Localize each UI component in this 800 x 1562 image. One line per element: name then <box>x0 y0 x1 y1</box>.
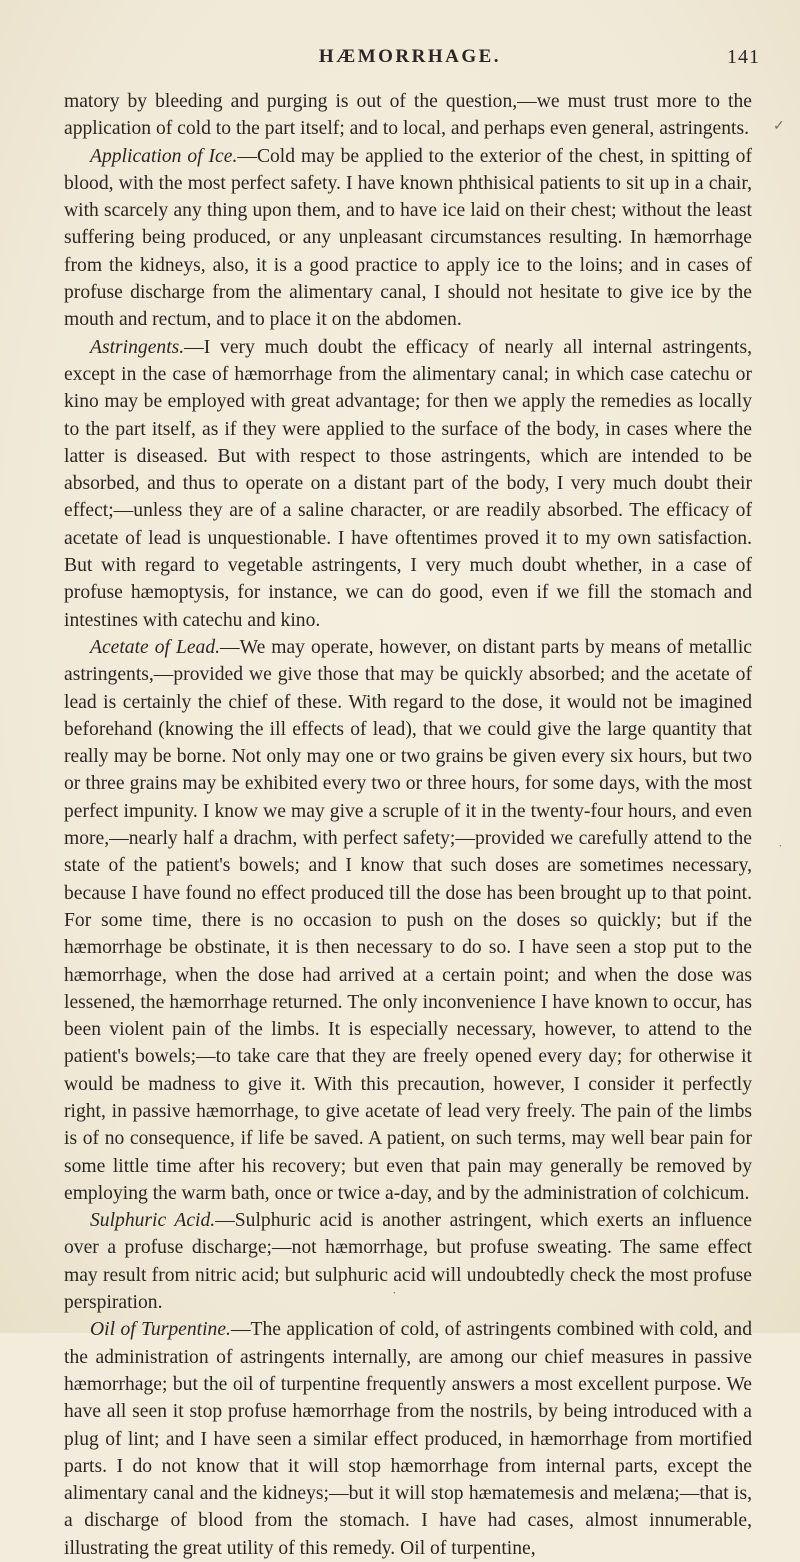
paragraph-text: —Sulphuric acid is another astringent, which exerts an influence over a profuse discharge;—not hæmorrhage, but profuse sweating. The same effect may result from nitric acid; but sulphuric acid will undoubtedly check the most profuse perspiration. <box>64 1210 752 1314</box>
section-heading: Astringents. <box>90 336 185 358</box>
section-heading: Application of Ice. <box>90 145 238 167</box>
paragraph-acetate-of-lead <box>64 634 752 1207</box>
paragraph-text: —We may operate, however, on distant parts by means of metallic astringents,—provided we give those that may be quickly absorbed; and the acetate of lead is certainly the chief of these. With regard to the dose, it would not be imagined beforehand (knowing the ill effects of lead), that we could give the large quantity that really may be borne. Not only may one or two grains be given every six hours, but two or three grains may be exhibited every two or three hours, for some days, with the most perfect impunity. I know we may give a scruple of it in the twenty-four hours, and even more,—nearly half a drachm, with perfect safety;—provided we carefully attend to the state of the patient's bowels; and I know that such doses are sometimes necessary, because I have found no effect produced till the dose has been brought up to that point. For some time, there is no occasion to push on the doses so quickly; but if the hæmorrhage be obstinate, it is then necessary to do so. I have seen a stop put to the hæmorrhage, when the dose had arrived at a certain point; and when the dose was lessened, the hæmorrhage returned. The only inconvenience I have known to occur, has been violent pain of the limbs. It is especially necessary, however, to attend to the patient's bowels;—to take care that they are freely opened every day; for otherwise it would be madness to give it. With this precaution, however, I consider it perfectly right, in passive hæmorrhage, to give acetate of lead very freely. The pain of the limbs is of no consequence, if life be saved. A patient, on such terms, may well bear pain for some little time after his recovery; but even that pain may generally be removed by employing the warm bath, once or twice a-day, and by the administration of colchicum. <box>64 636 752 1204</box>
paragraph-text: —Cold may be applied to the exterior of the chest, in spitting of blood, with the most perfect safety. I have known phthisical patients to sit up in a chair, with scarcely any thing upon them, and to have ice laid on their chest; without the least suffering being produced, or any unpleasant circumstances resulting. In hæmorrhage from the kidneys, also, it is a good practice to apply ice to the loins; and in cases of profuse discharge from the alimentary canal, I should not hesitate to give ice by the mouth and rectum, and to place it on the abdomen. <box>64 145 752 331</box>
paragraph-text: matory by bleeding and purging is out of the question,—we must trust more to the application of cold to the part itself; and to local, and perhaps even general, astringents. <box>64 91 752 140</box>
page-header <box>60 46 760 80</box>
section-heading: Acetate of Lead. <box>90 636 221 658</box>
body-text <box>64 88 752 1562</box>
paragraph-continuation <box>64 88 752 143</box>
speck-mark: ✓ <box>773 119 785 134</box>
section-heading: Oil of Turpentine. <box>90 1319 231 1341</box>
running-title: HÆMORRHAGE. <box>318 46 502 67</box>
paragraph-application-of-ice <box>64 143 752 334</box>
speck-mark: ˙ <box>778 843 783 858</box>
paragraph-astringents <box>64 334 752 634</box>
page-number: 141 <box>727 46 760 68</box>
paragraph-sulphuric-acid <box>64 1207 752 1316</box>
paragraph-text: —I very much doubt the efficacy of nearly all internal astringents, except in the case of hæmorrhage from the alimentary canal; in which case catechu or kino may be employed with great advantage; for then we apply the remedies as locally to the part itself, as if they were applied to the surface of the body, in cases where the latter is diseased. But with respect to those astringents, which are intended to be absorbed, and thus to operate on a distant part of the body, I very much doubt their effect;—unless they are of a saline character, or are readily absorbed. The efficacy of acetate of lead is unquestionable. I have oftentimes proved it to my own satisfaction. But with regard to vegetable astringents, I very much doubt whether, in a case of profuse hæmoptysis, for instance, we can do good, even if we fill the stomach and intestines with catechu and kino. <box>64 336 752 631</box>
section-heading: Sulphuric Acid. <box>90 1210 216 1232</box>
paragraph-text: —The application of cold, of astringents combined with cold, and the administration of astringents internally, are among our chief measures in passive hæmorrhage; but the oil of turpentine frequently answers a most excellent purpose. We have all seen it stop profuse hæmorrhage from the nostrils, by being introduced with a plug of lint; and I have seen a similar effect produced, in hæmorrhage from mortified parts. I do not know that it will stop hæmorrhage from internal parts, except the alimentary canal and the kidneys;—but it will stop hæmatemesis and melæna;—that is, a discharge of blood from the stomach. I have had cases, almost innumerable, illustrating the great utility of this remedy. Oil of turpentine, <box>64 1319 752 1559</box>
speck-mark: ˙ <box>392 1290 397 1305</box>
paragraph-oil-of-turpentine <box>64 1316 752 1562</box>
